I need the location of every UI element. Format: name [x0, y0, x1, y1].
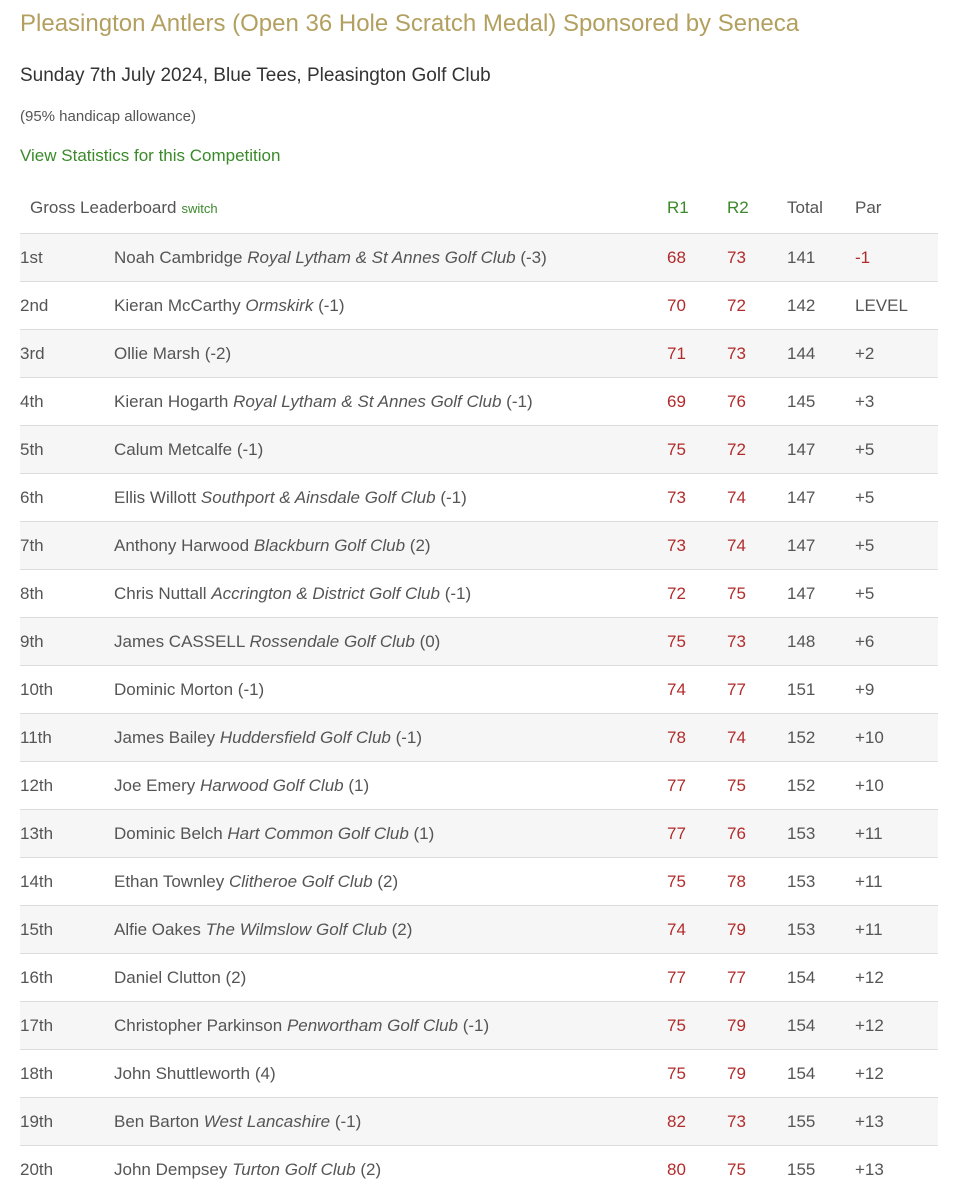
row-r1: 77	[667, 810, 727, 858]
table-row[interactable]	[20, 330, 938, 378]
row-r1: 78	[667, 714, 727, 762]
row-r2: 72	[727, 426, 787, 474]
row-r2: 78	[727, 858, 787, 906]
row-position: 13th	[20, 810, 114, 858]
table-row[interactable]	[20, 426, 938, 474]
player-handicap: (2)	[409, 535, 431, 555]
table-row[interactable]	[20, 1002, 938, 1050]
row-player	[114, 714, 667, 762]
row-r2: 79	[727, 906, 787, 954]
row-player	[114, 378, 667, 426]
row-position: 20th	[20, 1146, 114, 1194]
row-r1: 71	[667, 330, 727, 378]
row-position: 16th	[20, 954, 114, 1002]
row-r2: 75	[727, 762, 787, 810]
row-total: 147	[787, 426, 855, 474]
row-par: -1	[855, 234, 938, 282]
row-r1: 68	[667, 234, 727, 282]
table-row[interactable]	[20, 474, 938, 522]
player-club: Accrington & District Golf Club	[211, 583, 440, 603]
player-name: Kieran McCarthy	[114, 295, 241, 315]
row-position: 6th	[20, 474, 114, 522]
row-r1: 82	[667, 1098, 727, 1146]
leaderboard-table	[20, 183, 938, 1193]
player-handicap: (0)	[419, 631, 441, 651]
row-par: +12	[855, 1050, 938, 1098]
table-row[interactable]	[20, 1098, 938, 1146]
row-total: 147	[787, 570, 855, 618]
row-total: 154	[787, 1050, 855, 1098]
player-handicap: (1)	[348, 775, 370, 795]
row-total: 141	[787, 234, 855, 282]
player-name: Christopher Parkinson	[114, 1015, 283, 1035]
row-r1: 74	[667, 906, 727, 954]
row-r1: 75	[667, 426, 727, 474]
table-row[interactable]	[20, 570, 938, 618]
row-r2: 79	[727, 1050, 787, 1098]
row-position: 12th	[20, 762, 114, 810]
player-club: Blackburn Golf Club	[253, 535, 406, 555]
row-par: +9	[855, 666, 938, 714]
row-r2: 75	[727, 1146, 787, 1194]
view-statistics-link[interactable]: View Statistics for this Competition	[20, 146, 281, 165]
row-r1: 73	[667, 522, 727, 570]
row-r1: 75	[667, 1050, 727, 1098]
row-total: 153	[787, 810, 855, 858]
row-position: 11th	[20, 714, 114, 762]
row-par: +2	[855, 330, 938, 378]
row-r1: 73	[667, 474, 727, 522]
table-row[interactable]	[20, 618, 938, 666]
player-club: West Lancashire	[203, 1111, 331, 1131]
player-name: John Dempsey	[114, 1159, 228, 1179]
row-position: 18th	[20, 1050, 114, 1098]
row-total: 153	[787, 858, 855, 906]
row-player	[114, 1098, 667, 1146]
player-club: Huddersfield Golf Club	[219, 727, 391, 747]
row-player	[114, 474, 667, 522]
table-row[interactable]	[20, 810, 938, 858]
row-player	[114, 762, 667, 810]
table-row[interactable]	[20, 954, 938, 1002]
player-handicap: (-1)	[440, 487, 467, 507]
row-r1: 77	[667, 954, 727, 1002]
table-row[interactable]	[20, 1146, 938, 1194]
row-r2: 77	[727, 666, 787, 714]
row-position: 3rd	[20, 330, 114, 378]
row-r2: 77	[727, 954, 787, 1002]
row-total: 153	[787, 906, 855, 954]
player-name: Anthony Harwood	[114, 535, 250, 555]
table-row[interactable]	[20, 858, 938, 906]
table-row[interactable]	[20, 282, 938, 330]
player-club: Royal Lytham & St Annes Golf Club	[233, 391, 502, 411]
row-player	[114, 570, 667, 618]
row-player	[114, 234, 667, 282]
row-total: 152	[787, 762, 855, 810]
row-position: 2nd	[20, 282, 114, 330]
row-r1: 69	[667, 378, 727, 426]
player-handicap: (-3)	[520, 247, 547, 267]
player-name: Dominic Morton	[114, 679, 234, 699]
row-par: +12	[855, 1002, 938, 1050]
row-player	[114, 666, 667, 714]
player-name: Calum Metcalfe	[114, 439, 233, 459]
row-total: 155	[787, 1098, 855, 1146]
row-par: +11	[855, 906, 938, 954]
player-handicap: (2)	[225, 967, 247, 987]
row-r2: 73	[727, 234, 787, 282]
row-r2: 76	[727, 378, 787, 426]
row-position: 8th	[20, 570, 114, 618]
row-par: +5	[855, 426, 938, 474]
row-player	[114, 282, 667, 330]
row-total: 144	[787, 330, 855, 378]
player-handicap: (-1)	[237, 679, 265, 699]
row-player	[114, 810, 667, 858]
table-row[interactable]	[20, 522, 938, 570]
row-par: +10	[855, 714, 938, 762]
row-par: +12	[855, 954, 938, 1002]
row-position: 14th	[20, 858, 114, 906]
player-club: Hart Common Golf Club	[227, 823, 409, 843]
player-name: Ethan Townley	[114, 871, 225, 891]
player-club: Penwortham Golf Club	[286, 1015, 458, 1035]
player-club: Rossendale Golf Club	[249, 631, 415, 651]
row-par: +3	[855, 378, 938, 426]
row-par: +11	[855, 858, 938, 906]
row-r1: 75	[667, 858, 727, 906]
row-player	[114, 1002, 667, 1050]
player-handicap: (-1)	[334, 1111, 362, 1131]
page-title: Pleasington Antlers (Open 36 Hole Scratch Medal) Sponsored by Seneca	[20, 10, 800, 37]
row-r1: 75	[667, 618, 727, 666]
row-player	[114, 330, 667, 378]
row-par: +5	[855, 522, 938, 570]
leaderboard-heading	[20, 183, 667, 234]
row-position: 7th	[20, 522, 114, 570]
player-handicap: (-1)	[506, 391, 533, 411]
row-player	[114, 954, 667, 1002]
row-total: 142	[787, 282, 855, 330]
row-position: 1st	[20, 234, 114, 282]
row-r2: 74	[727, 474, 787, 522]
row-player	[114, 1146, 667, 1194]
table-row[interactable]	[20, 762, 938, 810]
row-r2: 79	[727, 1002, 787, 1050]
player-club: Clitheroe Golf Club	[229, 871, 373, 891]
player-name: Joe Emery	[114, 775, 196, 795]
row-r1: 74	[667, 666, 727, 714]
player-handicap: (-1)	[236, 439, 264, 459]
row-r1: 72	[667, 570, 727, 618]
table-row[interactable]	[20, 906, 938, 954]
handicap-note: (95% handicap allowance)	[20, 108, 196, 125]
leaderboard-body	[20, 234, 938, 1194]
row-r2: 74	[727, 522, 787, 570]
row-r2: 74	[727, 714, 787, 762]
row-position: 15th	[20, 906, 114, 954]
player-handicap: (-2)	[204, 343, 232, 363]
player-name: Dominic Belch	[114, 823, 223, 843]
row-r2: 72	[727, 282, 787, 330]
row-total: 155	[787, 1146, 855, 1194]
player-name: Ellis Willott	[114, 487, 197, 507]
player-name: John Shuttleworth	[114, 1063, 251, 1083]
player-name: James Bailey	[114, 727, 216, 747]
row-total: 152	[787, 714, 855, 762]
player-handicap: (4)	[254, 1063, 276, 1083]
row-r2: 73	[727, 330, 787, 378]
row-r2: 73	[727, 618, 787, 666]
table-row[interactable]	[20, 234, 938, 282]
row-par: +11	[855, 810, 938, 858]
player-club: Turton Golf Club	[232, 1159, 356, 1179]
player-club: Southport & Ainsdale Golf Club	[200, 487, 436, 507]
row-position: 5th	[20, 426, 114, 474]
row-position: 4th	[20, 378, 114, 426]
row-par: +5	[855, 570, 938, 618]
row-player	[114, 858, 667, 906]
player-club: Harwood Golf Club	[199, 775, 344, 795]
player-name: Daniel Clutton	[114, 967, 221, 987]
row-total: 147	[787, 474, 855, 522]
leaderboard-heading-label: Gross Leaderboard	[30, 198, 177, 217]
player-handicap: (-1)	[318, 295, 345, 315]
table-row[interactable]	[20, 666, 938, 714]
row-r1: 70	[667, 282, 727, 330]
player-name: Ben Barton	[114, 1111, 200, 1131]
row-player	[114, 618, 667, 666]
player-name: Noah Cambridge	[114, 247, 243, 267]
row-position: 17th	[20, 1002, 114, 1050]
player-handicap: (1)	[413, 823, 435, 843]
row-par: +6	[855, 618, 938, 666]
player-handicap: (2)	[377, 871, 399, 891]
player-handicap: (-1)	[462, 1015, 490, 1035]
row-total: 154	[787, 954, 855, 1002]
player-handicap: (-1)	[444, 583, 472, 603]
row-position: 10th	[20, 666, 114, 714]
row-total: 154	[787, 1002, 855, 1050]
column-total: Total	[787, 198, 823, 217]
table-row[interactable]	[20, 714, 938, 762]
row-player	[114, 426, 667, 474]
player-handicap: (2)	[360, 1159, 382, 1179]
row-par: +5	[855, 474, 938, 522]
row-r2: 75	[727, 570, 787, 618]
row-total: 145	[787, 378, 855, 426]
row-r2: 76	[727, 810, 787, 858]
row-position: 19th	[20, 1098, 114, 1146]
column-r2: R2	[727, 198, 749, 217]
competition-subtitle: Sunday 7th July 2024, Blue Tees, Pleasington Golf Club	[20, 65, 491, 86]
row-total: 148	[787, 618, 855, 666]
player-club: The Wilmslow Golf Club	[205, 919, 387, 939]
row-r1: 75	[667, 1002, 727, 1050]
row-par: +10	[855, 762, 938, 810]
row-total: 151	[787, 666, 855, 714]
player-name: James CASSELL	[114, 631, 245, 651]
table-row[interactable]	[20, 378, 938, 426]
leaderboard-header-row	[20, 183, 938, 234]
row-player	[114, 1050, 667, 1098]
switch-link[interactable]: switch	[181, 201, 218, 216]
row-total: 147	[787, 522, 855, 570]
row-par: +13	[855, 1098, 938, 1146]
player-name: Alfie Oakes	[114, 919, 201, 939]
table-row[interactable]	[20, 1050, 938, 1098]
row-par: LEVEL	[855, 282, 938, 330]
column-par: Par	[855, 198, 882, 217]
player-name: Kieran Hogarth	[114, 391, 229, 411]
row-r1: 80	[667, 1146, 727, 1194]
row-par: +13	[855, 1146, 938, 1194]
player-club: Royal Lytham & St Annes Golf Club	[247, 247, 516, 267]
player-handicap: (2)	[391, 919, 413, 939]
row-position: 9th	[20, 618, 114, 666]
row-r1: 77	[667, 762, 727, 810]
player-handicap: (-1)	[395, 727, 423, 747]
player-name: Ollie Marsh	[114, 343, 200, 363]
row-r2: 73	[727, 1098, 787, 1146]
player-club: Ormskirk	[245, 295, 314, 315]
column-r1: R1	[667, 198, 689, 217]
row-player	[114, 906, 667, 954]
player-name: Chris Nuttall	[114, 583, 207, 603]
row-player	[114, 522, 667, 570]
